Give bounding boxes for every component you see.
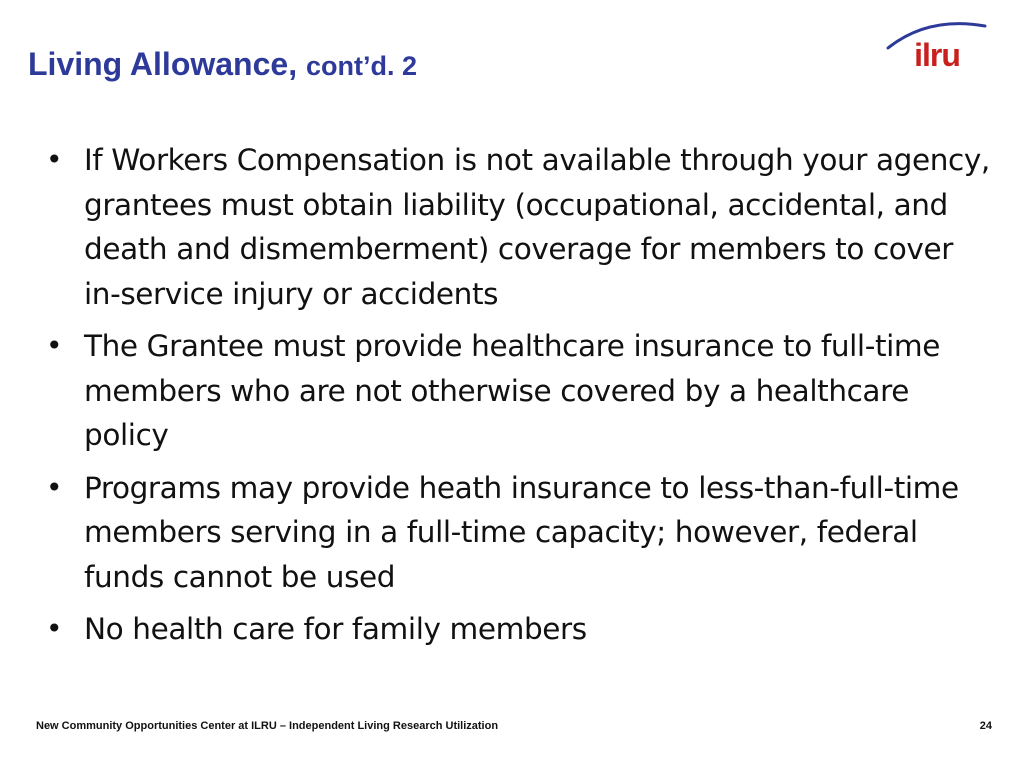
- bullet-text: The Grantee must provide healthcare insurance to full-time members who are not otherwise covered by a healthcare policy: [84, 329, 941, 452]
- slide-title-main: Living Allowance,: [28, 46, 298, 82]
- bullet-item: [44, 138, 994, 316]
- bullet-item: [44, 324, 994, 458]
- bullet-list: [44, 138, 994, 660]
- bullet-dot-icon: •: [46, 143, 63, 176]
- bullet-dot-icon: •: [46, 612, 63, 645]
- bullet-item: [44, 607, 994, 652]
- ilru-logo-graphic: [884, 14, 990, 76]
- bullet-text: Programs may provide heath insurance to less-than-full-time members serving in a full-time capacity; however, federal funds cannot be used: [84, 470, 959, 594]
- bullet-text: No health care for family members: [84, 612, 587, 646]
- slide-title-suffix: cont’d. 2: [305, 51, 417, 81]
- bullet-item: [44, 466, 994, 600]
- footer-text: New Community Opportunities Center at ILRU – Independent Living Research Utilization: [36, 720, 499, 732]
- page-number: 24: [979, 720, 992, 732]
- slide-title: [28, 46, 417, 83]
- bullet-dot-icon: •: [46, 470, 63, 504]
- ilru-logo: [884, 14, 990, 76]
- logo-text: ilru: [914, 37, 960, 73]
- bullet-text: If Workers Compensation is not available through your agency, grantees must obtain liability (occupational, accidental, and death and dismemberment) coverage for members to cover in-service injury or accidents: [84, 143, 990, 311]
- bullet-dot-icon: •: [46, 329, 63, 362]
